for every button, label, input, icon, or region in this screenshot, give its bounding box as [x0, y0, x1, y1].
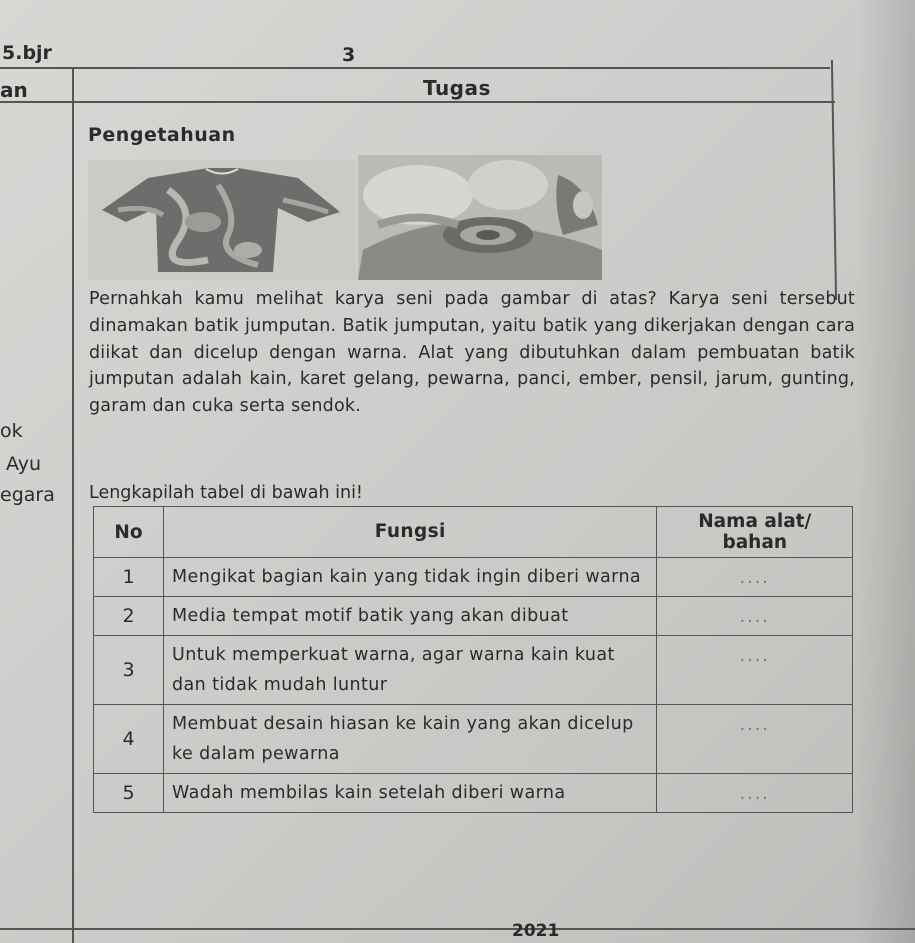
margin-column-line [72, 67, 74, 943]
section-title: Tugas [423, 76, 491, 100]
row-number: 3 [94, 636, 164, 705]
reading-paragraph: Pernahkah kamu melihat karya seni pada gambar di atas? Karya seni tersebut dinamakan batik jumputan. Batik jumputan, yaitu batik yang dikerjakan dengan cara diikat dan dicelup dengan warna. Alat yang dibutuhkan dalam pembuatan batik jumputan adalah kain, karet gelang, pewarna, panci, ember, pensil, jarum, gunting, garam dan cuka serta sendok. [89, 289, 855, 417]
margin-fragment: ok [0, 420, 23, 442]
file-label: 5.bjr [2, 42, 52, 64]
tie-dye-shirt-photo [88, 160, 356, 280]
table-row [94, 774, 853, 813]
table-row [94, 558, 853, 597]
header-fungsi: Fungsi [164, 507, 657, 558]
answer-placeholder: .... [739, 607, 770, 627]
table-header-row [94, 507, 853, 558]
task-table [93, 506, 853, 813]
row-fungsi: Media tempat motif batik yang akan dibuat [164, 597, 657, 636]
table-row [94, 597, 853, 636]
table-row [94, 705, 853, 774]
answer-field[interactable] [657, 705, 853, 774]
table-instruction: Lengkapilah tabel di bawah ini! [89, 483, 363, 503]
answer-placeholder: .... [739, 784, 770, 804]
margin-fragment: Ayu [6, 453, 41, 475]
margin-fragment-top: an [0, 78, 28, 102]
section-rule [0, 101, 835, 103]
section-subtitle: Pengetahuan [88, 124, 236, 146]
answer-field[interactable] [657, 597, 853, 636]
answer-field[interactable] [657, 558, 853, 597]
footer-year: 2021 [512, 921, 560, 941]
answer-field[interactable] [657, 774, 853, 813]
footer-rule [0, 928, 915, 930]
row-fungsi: Wadah membilas kain setelah diberi warna [164, 774, 657, 813]
answer-placeholder: .... [739, 568, 770, 588]
row-number: 1 [94, 558, 164, 597]
batik-process-photo [358, 155, 602, 280]
page-shadow [855, 0, 915, 943]
row-number: 4 [94, 705, 164, 774]
row-fungsi: Membuat desain hiasan ke kain yang akan dicelup ke dalam pewarna [164, 705, 657, 774]
table-row [94, 636, 853, 705]
answer-placeholder: .... [739, 715, 770, 735]
answer-field[interactable] [657, 636, 853, 705]
header-nama: Nama alat/ bahan [657, 507, 853, 558]
row-number: 2 [94, 597, 164, 636]
header-no: No [94, 507, 164, 558]
margin-fragment: egara [0, 484, 55, 506]
row-fungsi: Mengikat bagian kain yang tidak ingin diberi warna [164, 558, 657, 597]
header-rule [0, 67, 830, 69]
row-number: 5 [94, 774, 164, 813]
page-number: 3 [342, 44, 356, 66]
row-fungsi: Untuk memperkuat warna, agar warna kain kuat dan tidak mudah luntur [164, 636, 657, 705]
answer-placeholder: .... [739, 646, 770, 666]
